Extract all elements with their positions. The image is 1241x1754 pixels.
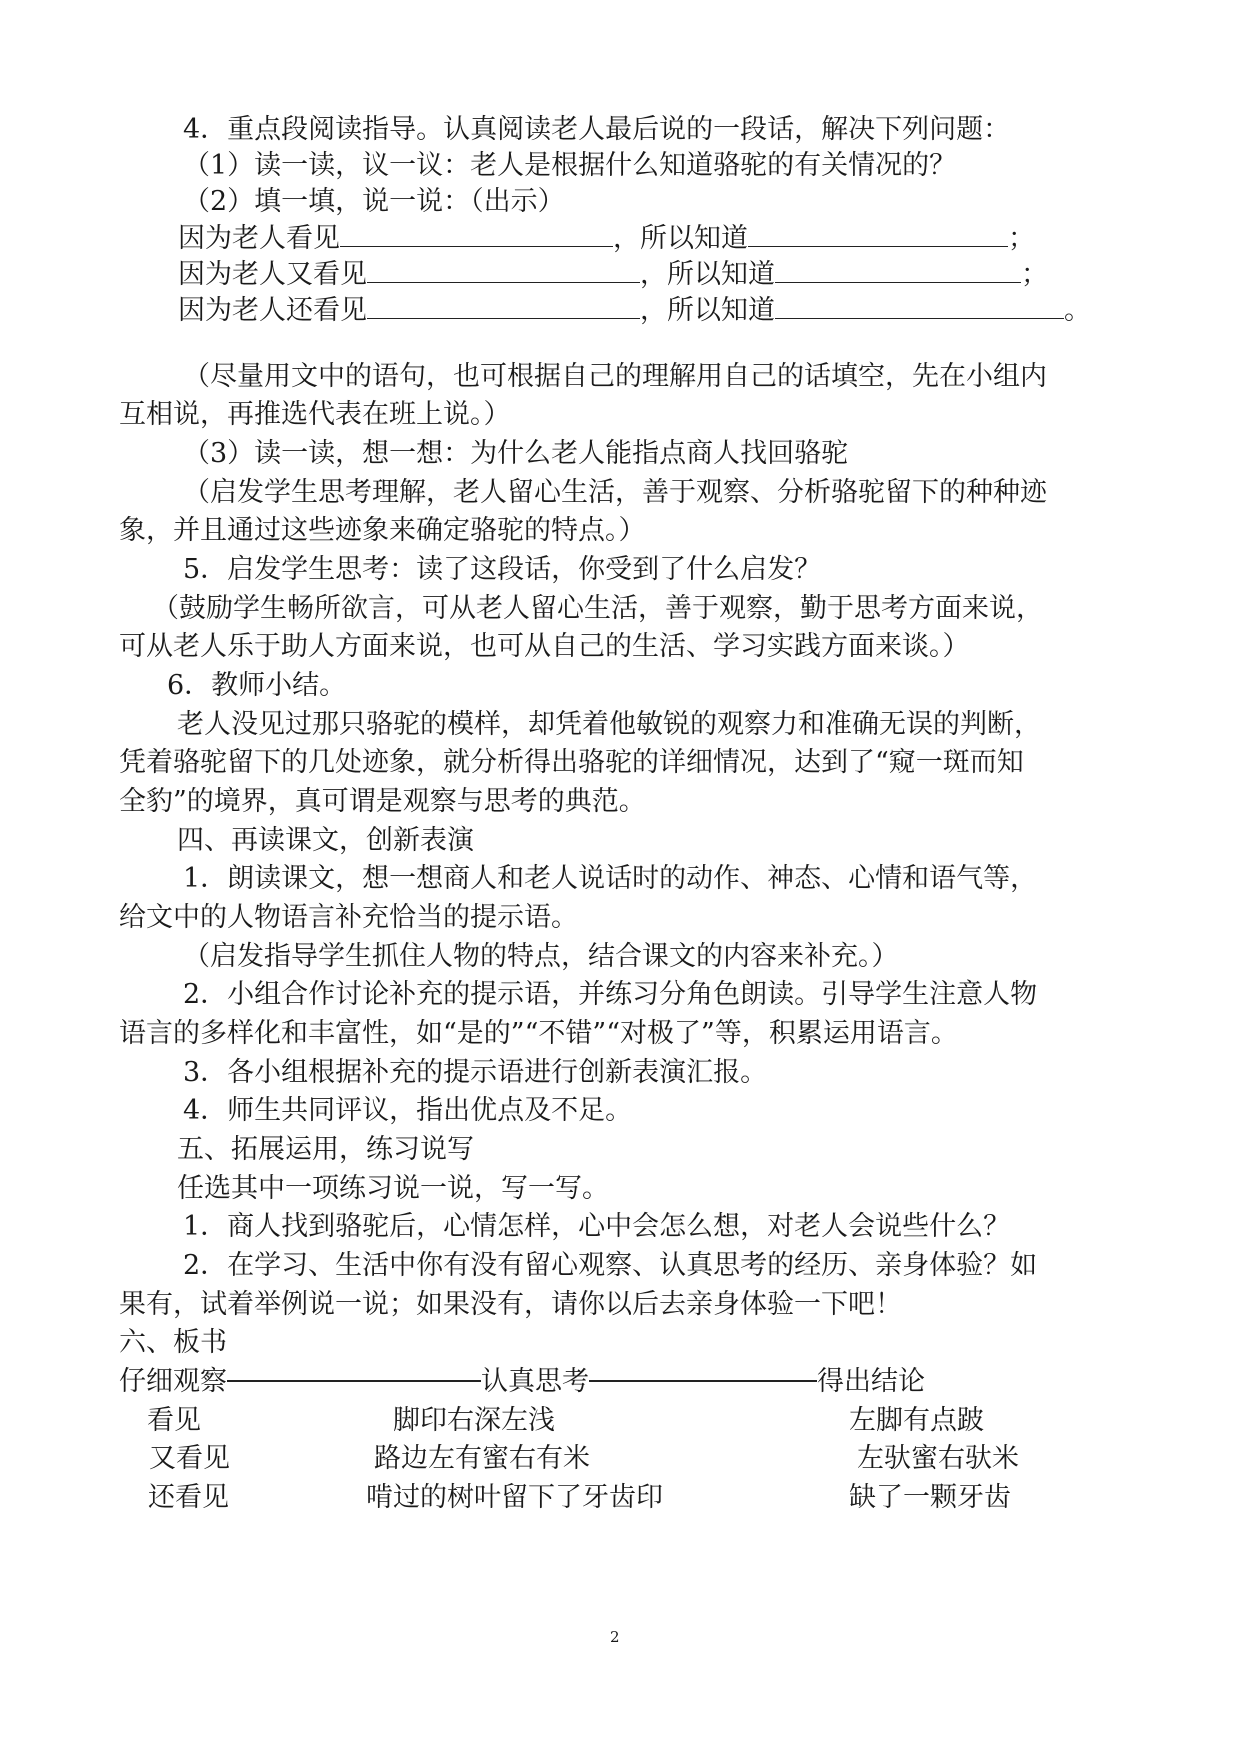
section-heading: 六、板书 xyxy=(119,1327,227,1358)
paragraph-line: 2．在学习、生活中你有没有留心观察、认真思考的经历、亲身体验？如 xyxy=(183,1250,1038,1281)
fill-label: ，所以知道 xyxy=(613,223,748,254)
blank-line xyxy=(748,220,1008,247)
paragraph-line: 6．教师小结。 xyxy=(167,670,347,701)
board-row-3-conclude: 缺了一颗牙齿 xyxy=(849,1482,1011,1513)
blank-line xyxy=(367,292,640,319)
fill-label: 因为老人又看见 xyxy=(178,259,367,290)
fill-in-row-2 xyxy=(178,256,1048,292)
paragraph-line: 给文中的人物语言补充恰当的提示语。 xyxy=(119,902,578,933)
paragraph-line: 1．朗读课文，想一想商人和老人说话时的动作、神态、心情和语气等， xyxy=(183,863,1038,894)
board-row-1-conclude: 左脚有点跛 xyxy=(849,1405,984,1436)
paragraph-line: 2．小组合作讨论补充的提示语，并练习分角色朗读。引导学生注意人物 xyxy=(183,979,1038,1010)
board-row-2-think: 路边左有蜜右有米 xyxy=(374,1443,590,1474)
paragraph-line: 3．各小组根据补充的提示语进行创新表演汇报。 xyxy=(183,1057,768,1088)
paragraph-line: 全豹”的境界，真可谓是观察与思考的典范。 xyxy=(119,786,646,817)
paragraph-line: （鼓励学生畅所欲言，可从老人留心生活，善于观察，勤于思考方面来说， xyxy=(152,593,1043,624)
paragraph-line: （尽量用文中的语句，也可根据自己的理解用自己的话填空，先在小组内 xyxy=(183,361,1047,392)
fill-label: 因为老人还看见 xyxy=(178,295,367,326)
board-header-think: 认真思考 xyxy=(481,1366,589,1397)
board-arrow-line xyxy=(227,1380,481,1382)
blank-line xyxy=(775,292,1064,319)
board-header-observe: 仔细观察 xyxy=(119,1366,227,1397)
paragraph-line: 互相说，再推选代表在班上说。） xyxy=(119,399,511,430)
board-row-2-observe: 又看见 xyxy=(149,1443,230,1474)
fill-punct: ； xyxy=(1021,259,1048,290)
paragraph-line: （1）读一读，议一议：老人是根据什么知道骆驼的有关情况的？ xyxy=(183,150,957,181)
paragraph-line: 语言的多样化和丰富性，如“是的”“不错”“对极了”等，积累运用语言。 xyxy=(119,1018,958,1049)
board-row-1-observe: 看见 xyxy=(147,1405,201,1436)
blank-line xyxy=(367,256,640,283)
fill-punct: 。 xyxy=(1064,295,1091,326)
blank-line xyxy=(340,220,613,247)
paragraph-line: （启发学生思考理解，老人留心生活，善于观察、分析骆驼留下的种种迹 xyxy=(183,477,1047,508)
fill-in-row-3 xyxy=(178,292,1091,328)
board-row-3-observe: 还看见 xyxy=(148,1482,229,1513)
paragraph-line: （2）填一填，说一说：（出示） xyxy=(183,186,565,217)
section-heading: 四、再读课文，创新表演 xyxy=(177,825,474,856)
paragraph-line: 4．重点段阅读指导。认真阅读老人最后说的一段话，解决下列问题： xyxy=(183,114,1011,145)
fill-in-row-1 xyxy=(178,220,1035,256)
paragraph-line: 4．师生共同评议，指出优点及不足。 xyxy=(183,1095,633,1126)
paragraph-line: 凭着骆驼留下的几处迹象，就分析得出骆驼的详细情况，达到了“窥一斑而知 xyxy=(119,747,1024,778)
board-header xyxy=(119,1364,925,1400)
paragraph-line: 可从老人乐于助人方面来说，也可从自己的生活、学习实践方面来谈。） xyxy=(119,631,970,662)
section-heading: 五、拓展运用，练习说写 xyxy=(177,1134,474,1165)
fill-label: ，所以知道 xyxy=(640,295,775,326)
board-row-1-think: 脚印右深左浅 xyxy=(393,1405,555,1436)
paragraph-line: 老人没见过那只骆驼的模样，却凭着他敏锐的观察力和准确无误的判断， xyxy=(177,709,1041,740)
board-row-2-conclude: 左驮蜜右驮米 xyxy=(857,1443,1019,1474)
fill-label: 因为老人看见 xyxy=(178,223,340,254)
page-number: 2 xyxy=(610,1628,620,1646)
paragraph-line: （3）读一读，想一想：为什么老人能指点商人找回骆驼 xyxy=(183,438,849,469)
paragraph-line: （启发指导学生抓住人物的特点，结合课文的内容来补充。） xyxy=(183,941,899,972)
paragraph-line: 任选其中一项练习说一说，写一写。 xyxy=(177,1173,609,1204)
paragraph-line: 1．商人找到骆驼后，心情怎样，心中会怎么想，对老人会说些什么？ xyxy=(183,1211,1011,1242)
paragraph-line: 果有，试着举例说一说；如果没有，请你以后去亲身体验一下吧！ xyxy=(119,1289,902,1320)
fill-label: ，所以知道 xyxy=(640,259,775,290)
board-arrow-line xyxy=(589,1380,817,1382)
paragraph-line: 象，并且通过这些迹象来确定骆驼的特点。） xyxy=(119,515,646,546)
board-row-3-think: 啃过的树叶留下了牙齿印 xyxy=(366,1482,663,1513)
board-header-conclude: 得出结论 xyxy=(817,1366,925,1397)
paragraph-line: 5．启发学生思考：读了这段话，你受到了什么启发？ xyxy=(183,554,822,585)
blank-line xyxy=(775,256,1021,283)
fill-punct: ； xyxy=(1008,223,1035,254)
